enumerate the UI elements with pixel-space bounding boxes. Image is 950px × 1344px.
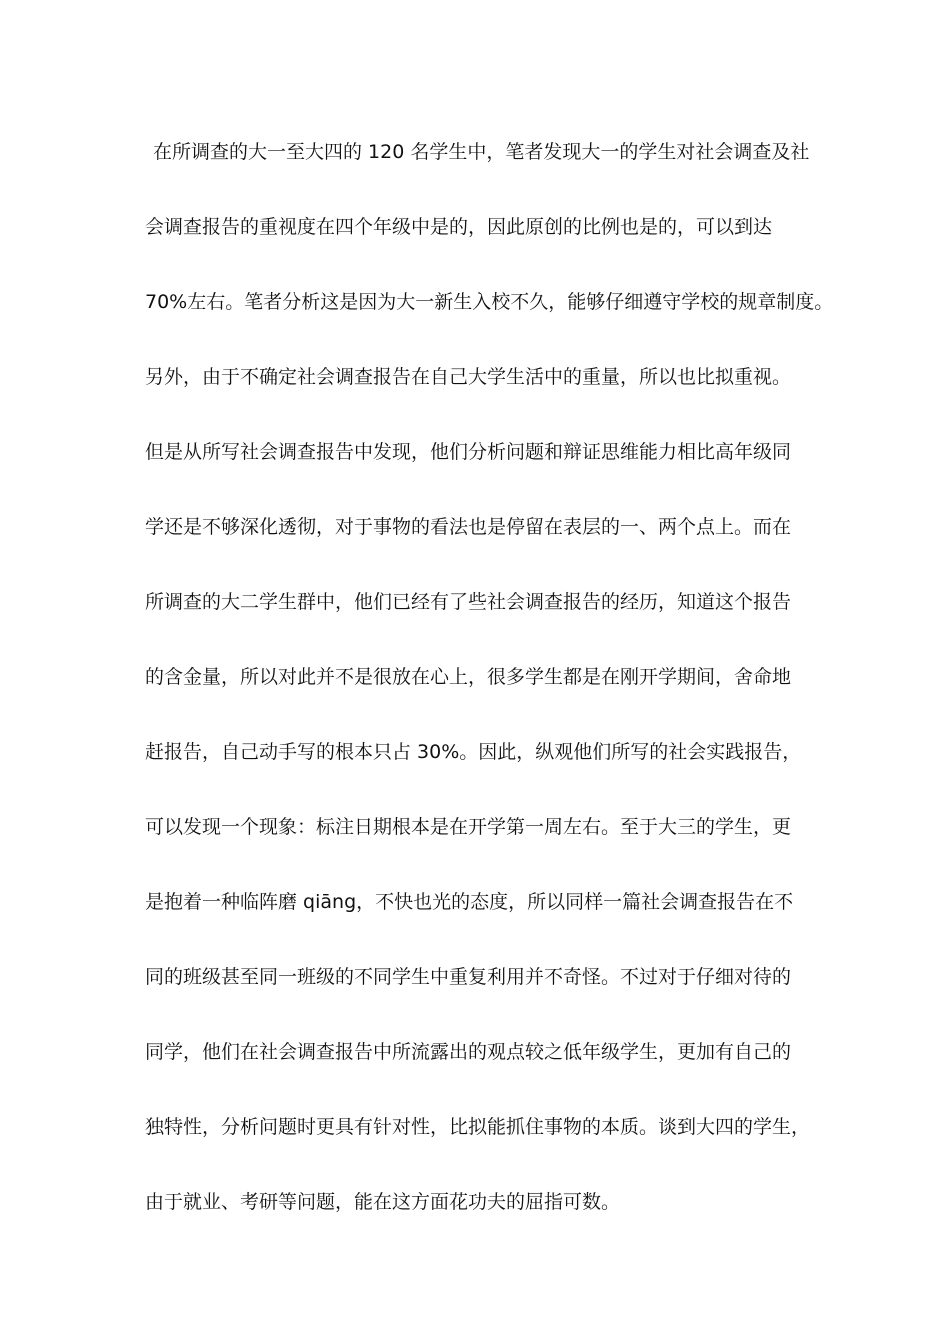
text-line-15: 由于就业、考研等问题，能在这方面花功夫的屈指可数。 — [145, 1191, 621, 1213]
text-line-2: 会调查报告的重视度在四个年级中是的，因此原创的比例也是的，可以到达 — [145, 216, 773, 238]
text-line-7: 所调查的大二学生群中，他们已经有了些社会调查报告的经历，知道这个报告 — [145, 591, 792, 613]
text-line-1: 在所调查的大一至大四的 120 名学生中，笔者发现大一的学生对社会调查及社 — [153, 141, 810, 163]
text-line-6: 学还是不够深化透彻，对于事物的看法也是停留在表层的一、两个点上。而在 — [145, 516, 792, 538]
text-line-8: 的含金量，所以对此并不是很放在心上，很多学生都是在刚开学期间，舍命地 — [145, 666, 792, 688]
text-line-4: 另外，由于不确定社会调查报告在自己大学生活中的重量，所以也比拟重视。 — [145, 366, 792, 388]
text-line-14: 独特性，分析问题时更具有针对性，比拟能抓住事物的本质。谈到大四的学生， — [145, 1116, 811, 1138]
text-line-10: 可以发现一个现象：标注日期根本是在开学第一周左右。至于大三的学生，更 — [145, 816, 792, 838]
body-paragraph — [145, 134, 835, 1259]
text-line-13: 同学，他们在社会调查报告中所流露出的观点较之低年级学生，更加有自己的 — [145, 1041, 792, 1063]
text-line-9: 赶报告，自己动手写的根本只占 30%。因此，纵观他们所写的社会实践报告， — [145, 741, 802, 763]
text-line-12: 同的班级甚至同一班级的不同学生中重复利用并不奇怪。不过对于仔细对待的 — [145, 966, 792, 988]
text-line-3: 70%左右。笔者分析这是因为大一新生入校不久，能够仔细遵守学校的规章制度。 — [145, 291, 834, 313]
text-line-11: 是抱着一种临阵磨 qiāng，不快也光的态度，所以同样一篇社会调查报告在不 — [145, 891, 794, 913]
text-line-5: 但是从所写社会调查报告中发现，他们分析问题和辩证思维能力相比高年级同 — [145, 441, 792, 463]
